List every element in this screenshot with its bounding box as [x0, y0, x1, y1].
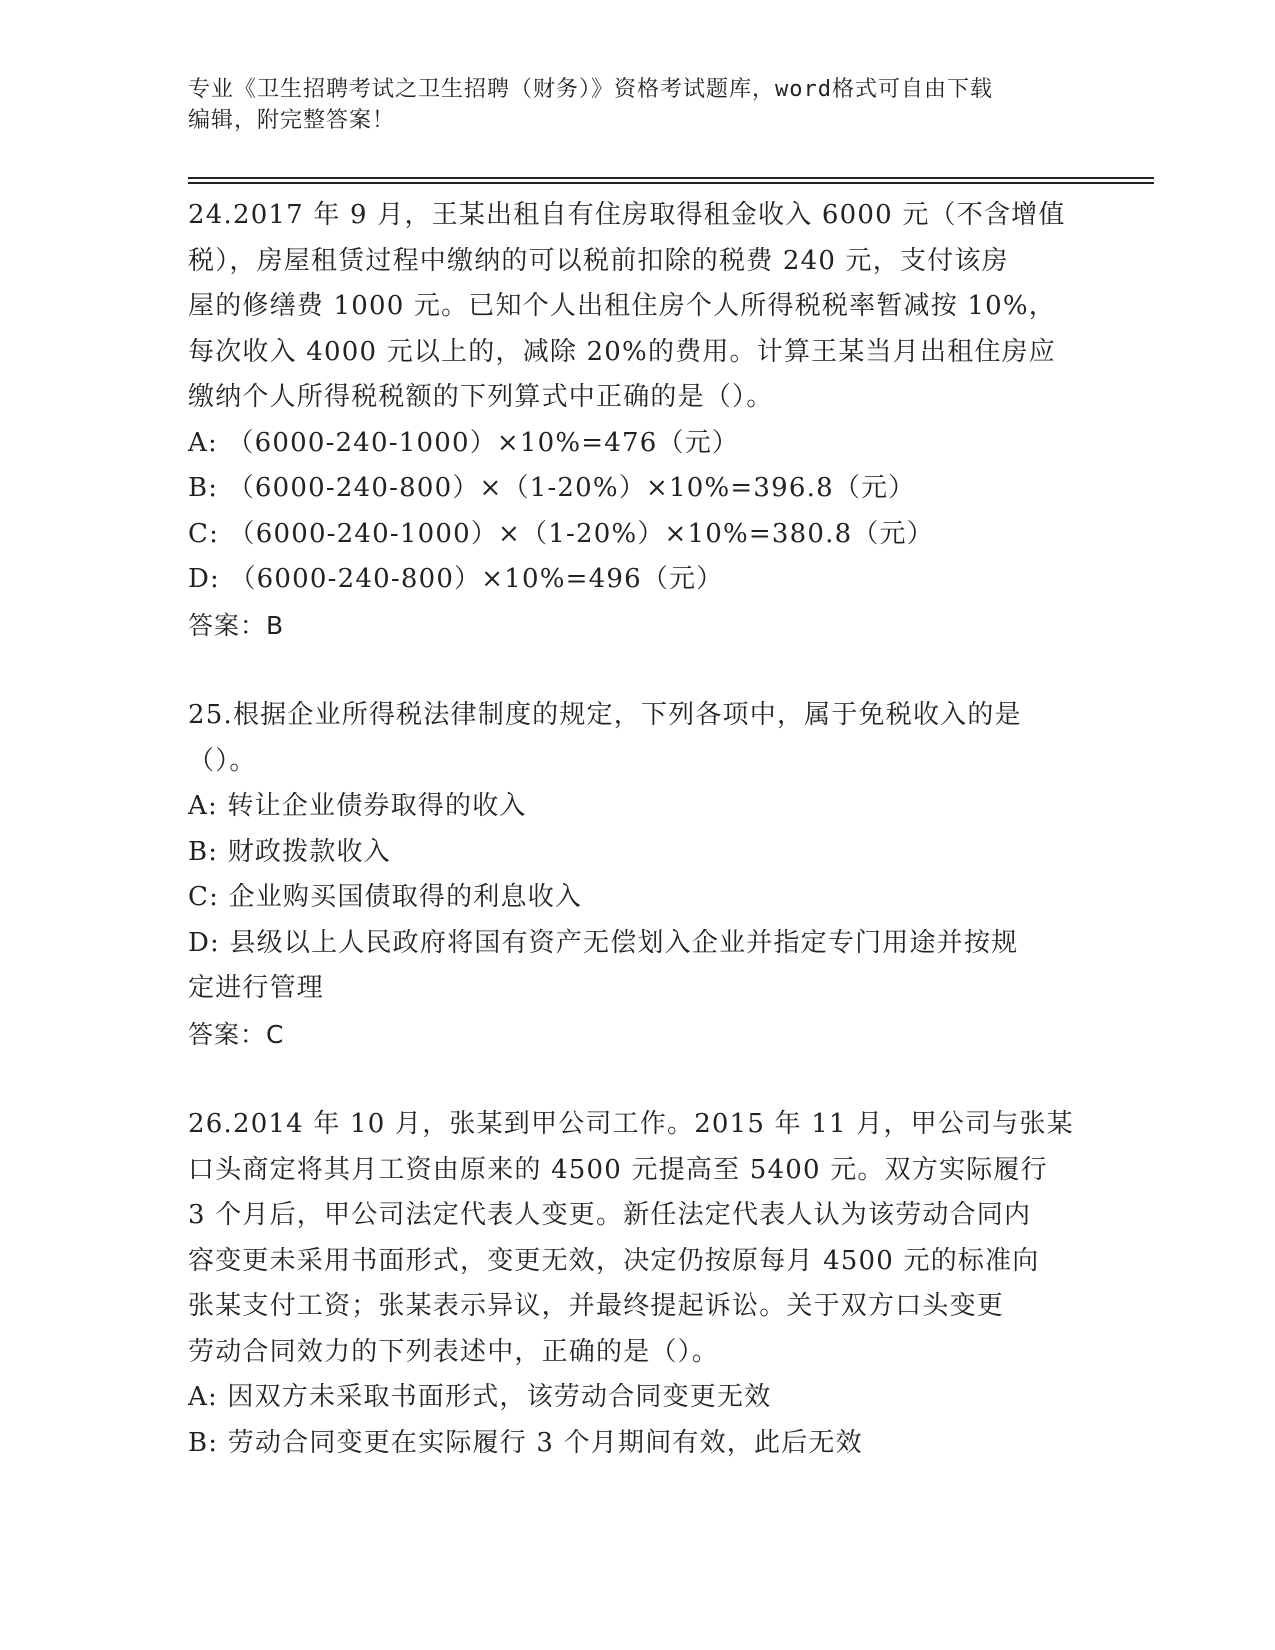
question-text-line: 税），房屋租赁过程中缴纳的可以税前扣除的税费 240 元，支付该房	[188, 245, 1009, 276]
question-text-line: 缴纳个人所得税税额的下列算式中正确的是（）。	[188, 382, 774, 412]
option-d: D: 县级以上人民政府将国有资产无偿划入企业并指定专门用途并按规	[188, 927, 1019, 958]
question-text-line: （）。	[188, 745, 257, 776]
document-header	[188, 74, 1068, 136]
option-a: A: 转让企业债券取得的收入	[188, 791, 527, 821]
option-d: D: （6000-240-800）×10%=496（元）	[188, 564, 724, 594]
answer-line: 答案：B	[188, 610, 285, 640]
question-gap	[188, 1057, 1088, 1102]
option-a: A: 因双方未采取书面形式，该劳动合同变更无效	[188, 1382, 772, 1412]
question-25	[188, 693, 1088, 1057]
header-rule-bottom	[188, 182, 1154, 184]
question-text-line: 26.2014 年 10 月，张某到甲公司工作。2015 年 11 月，甲公司与张某	[188, 1109, 1074, 1139]
option-c: C: （6000-240-1000）×（1-20%）×10%=380.8（元）	[188, 518, 934, 549]
question-26	[188, 1102, 1088, 1466]
question-text-line: 张某支付工资；张某表示异议，并最终提起诉讼。关于双方口头变更	[188, 1291, 1005, 1321]
option-b: B: 财政拨款收入	[188, 836, 391, 867]
question-text-line: 容变更未采用书面形式，变更无效，决定仍按原每月 4500 元的标准向	[188, 1245, 1040, 1276]
question-text-line: 每次收入 4000 元以上的，减除 20%的费用。计算王某当月出租住房应	[188, 336, 1056, 367]
question-text-line: 劳动合同效力的下列表述中，正确的是（）。	[188, 1336, 720, 1367]
option-d-continued: 定进行管理	[188, 973, 325, 1003]
question-text-line: 屋的修缮费 1000 元。已知个人出租住房个人所得税税率暂减按 10%，	[188, 291, 1056, 321]
option-a: A: （6000-240-1000）×10%=476（元）	[188, 427, 740, 458]
question-text-line: 25.根据企业所得税法律制度的规定，下列各项中，属于免税收入的是	[188, 700, 1022, 730]
question-text-line: 24.2017 年 9 月，王某出租自有住房取得租金收入 6000 元（不含增值	[188, 200, 1066, 230]
question-text-line: 3 个月后，甲公司法定代表人变更。新任法定代表人认为该劳动合同内	[188, 1200, 1032, 1230]
option-c: C: 企业购买国债取得的利息收入	[188, 882, 583, 912]
option-b: B: （6000-240-800）×（1-20%）×10%=396.8（元）	[188, 473, 916, 503]
header-line-2: 编辑，附完整答案！	[188, 108, 396, 133]
answer-line: 答案：C	[188, 1019, 285, 1049]
question-text-line: 口头商定将其月工资由原来的 4500 元提高至 5400 元。双方实际履行	[188, 1154, 1048, 1185]
question-gap	[188, 648, 1088, 693]
header-line-1: 专业《卫生招聘考试之卫生招聘（财务）》资格考试题库，word格式可自由下载	[188, 77, 993, 102]
option-b: B: 劳动合同变更在实际履行 3 个月期间有效，此后无效	[188, 1427, 863, 1458]
question-24	[188, 193, 1088, 648]
header-rule-top	[188, 177, 1154, 179]
document-body	[188, 193, 1088, 1466]
